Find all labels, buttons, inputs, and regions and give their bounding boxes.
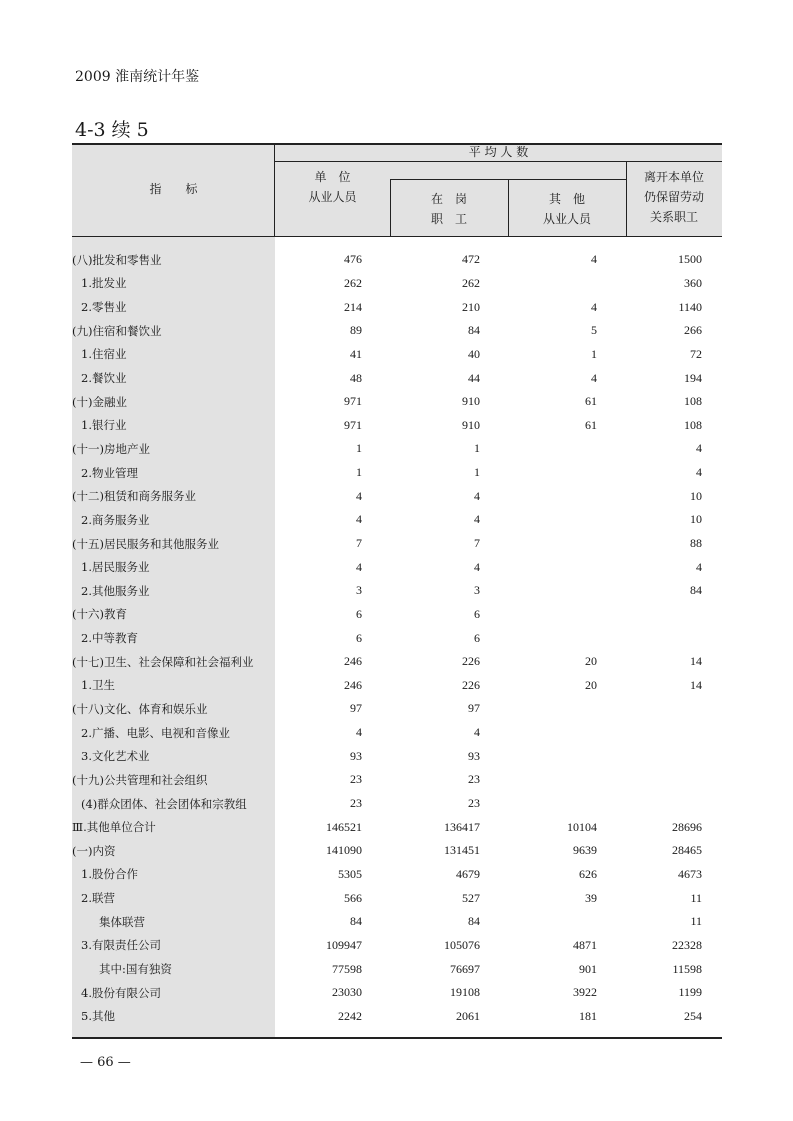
row-label: (十九)公共管理和社会组织 (72, 772, 208, 787)
unit-staff-value: 23 (350, 796, 362, 811)
unit-staff-value: 84 (350, 914, 362, 929)
table-row (72, 768, 722, 792)
header-other-staff-line2: 从业人员 (542, 212, 591, 226)
row-label: 5.其他 (81, 1009, 115, 1024)
on-post-value: 84 (468, 323, 480, 338)
retained-value: 88 (690, 536, 702, 550)
unit-staff-value: 6 (356, 630, 362, 645)
retained-value: 4 (696, 465, 702, 480)
on-post-value: 4 (474, 725, 480, 740)
on-post-value: 4 (474, 488, 480, 503)
row-label: 2.餐饮业 (81, 371, 127, 386)
unit-staff-value: 41 (350, 346, 362, 361)
on-post-value: 1 (474, 441, 480, 456)
other-staff-value: 61 (585, 417, 597, 432)
on-post-value: 23 (468, 796, 480, 811)
table-row (72, 957, 722, 981)
table-row (72, 319, 722, 343)
page-number: — 66 — (80, 1055, 131, 1070)
on-post-value: 4679 (456, 866, 480, 881)
header-retained-line3: 关系职工 (649, 210, 698, 224)
retained-value: 1500 (678, 252, 702, 267)
retained-value: 4 (696, 441, 702, 456)
table-row (72, 863, 722, 887)
retained-value: 72 (690, 346, 702, 361)
other-staff-value: 10104 (567, 819, 597, 834)
row-label: (十六)教育 (72, 607, 127, 622)
other-staff-value: 4 (591, 252, 597, 267)
on-post-value: 910 (462, 417, 480, 432)
retained-value: 194 (684, 370, 702, 385)
unit-staff-value: 5305 (338, 866, 362, 881)
table-row (72, 697, 722, 721)
on-post-value: 6 (474, 630, 480, 645)
on-post-value: 84 (468, 914, 480, 929)
on-post-value: 105076 (444, 937, 480, 952)
other-staff-value: 20 (585, 654, 597, 669)
unit-staff-value: 4 (356, 725, 362, 740)
other-staff-value: 61 (585, 394, 597, 409)
on-post-value: 131451 (444, 843, 480, 858)
on-post-value: 76697 (450, 961, 480, 976)
unit-staff-value: 1 (356, 441, 362, 456)
table-row (72, 390, 722, 414)
table-row (72, 744, 722, 768)
header-unit-staff (275, 167, 390, 207)
header-retained-line2: 仍保留劳动 (643, 190, 704, 204)
bottom-rule (72, 1037, 722, 1039)
on-post-value: 6 (474, 606, 480, 621)
unit-staff-value: 1 (356, 465, 362, 480)
unit-staff-value: 262 (344, 275, 362, 290)
on-post-value: 7 (474, 536, 480, 550)
retained-value: 254 (684, 1008, 702, 1023)
retained-value: 14 (690, 654, 702, 669)
unit-staff-value: 246 (344, 654, 362, 669)
retained-value: 14 (690, 677, 702, 692)
table-number: 4-3 续 5 (75, 119, 149, 141)
on-post-value: 93 (468, 748, 480, 763)
other-staff-value: 901 (579, 961, 597, 976)
other-staff-value: 4871 (573, 937, 597, 952)
unit-staff-value: 23 (350, 772, 362, 787)
table-row (72, 603, 722, 627)
table-row (72, 815, 722, 839)
header-on-post-line2: 职 工 (430, 212, 467, 226)
row-label: 2.物业管理 (81, 465, 138, 480)
on-post-value: 226 (462, 654, 480, 669)
row-label: 3.有限责任公司 (81, 938, 161, 953)
retained-value: 11 (690, 914, 702, 929)
retained-value: 4 (696, 559, 702, 574)
other-staff-value: 9639 (573, 843, 597, 858)
table-row (72, 886, 722, 910)
unit-staff-value: 971 (344, 394, 362, 409)
header-retained (626, 167, 722, 227)
on-post-value: 472 (462, 252, 480, 267)
retained-value: 11598 (672, 961, 702, 976)
header-bottom-rule (72, 236, 722, 237)
retained-value: 84 (690, 583, 702, 598)
table-row (72, 792, 722, 816)
table-row (72, 508, 722, 532)
row-label: (十五)居民服务和其他服务业 (72, 536, 219, 551)
row-label: 1.银行业 (81, 418, 127, 433)
row-label: 1.住宿业 (81, 347, 127, 362)
on-post-value: 136417 (444, 819, 480, 834)
on-post-value: 44 (468, 370, 480, 385)
unit-staff-value: 146521 (326, 819, 362, 834)
row-label: (十七)卫生、社会保障和社会福利业 (72, 654, 254, 669)
row-label: 2.商务服务业 (81, 512, 150, 527)
unit-staff-value: 48 (350, 370, 362, 385)
unit-staff-value: 971 (344, 417, 362, 432)
on-post-value: 262 (462, 275, 480, 290)
other-staff-value: 39 (585, 890, 597, 905)
retained-value: 266 (684, 323, 702, 338)
retained-value: 10 (690, 512, 702, 527)
retained-value: 4673 (678, 866, 702, 881)
row-label: 1.卫生 (81, 678, 115, 693)
retained-value: 108 (684, 417, 702, 432)
table-row (72, 248, 722, 272)
other-staff-value: 626 (579, 866, 597, 881)
table-row (72, 272, 722, 296)
retained-value: 22328 (672, 937, 702, 952)
retained-value: 10 (690, 488, 702, 503)
row-label: 其中:国有独资 (99, 962, 172, 977)
table-row (72, 910, 722, 934)
row-label: 集体联营 (99, 914, 145, 929)
row-label: 2.零售业 (81, 300, 127, 315)
on-post-value: 19108 (450, 985, 480, 1000)
other-staff-value: 5 (591, 323, 597, 338)
row-label: 2.广播、电影、电视和音像业 (81, 725, 230, 740)
table-row (72, 461, 722, 485)
row-label: (4)群众团体、社会团体和宗教组 (81, 796, 247, 811)
table-row (72, 839, 722, 863)
table-row (72, 532, 722, 556)
unit-staff-value: 4 (356, 559, 362, 574)
unit-staff-value: 7 (356, 536, 362, 550)
statistics-table (72, 143, 722, 1039)
table-row (72, 981, 722, 1005)
unit-staff-value: 3 (356, 583, 362, 598)
table-body (72, 248, 722, 1028)
row-label: 3.文化艺术业 (81, 749, 150, 764)
row-label: 4.股份有限公司 (81, 985, 161, 1000)
header-other-staff-line1: 其 他 (548, 192, 585, 206)
row-label: Ⅲ.其他单位合计 (72, 820, 156, 835)
yearbook-title: 2009 淮南统计年鉴 (75, 69, 200, 85)
unit-staff-value: 2242 (338, 1008, 362, 1023)
on-post-value: 40 (468, 346, 480, 361)
retained-value: 28465 (672, 843, 702, 858)
row-label: (八)批发和零售业 (72, 252, 162, 267)
table-row (72, 343, 722, 367)
table-row (72, 650, 722, 674)
group-underline (275, 161, 722, 162)
unit-staff-value: 23030 (332, 985, 362, 1000)
table-row (72, 295, 722, 319)
other-staff-value: 20 (585, 677, 597, 692)
header-other-staff (508, 189, 626, 229)
table-row (72, 555, 722, 579)
unit-staff-value: 4 (356, 512, 362, 527)
row-label: 1.股份合作 (81, 867, 138, 882)
unit-staff-value: 566 (344, 890, 362, 905)
row-label: (九)住宿和餐饮业 (72, 323, 162, 338)
table-row (72, 579, 722, 603)
other-staff-value: 181 (579, 1008, 597, 1023)
row-label: (十八)文化、体育和娱乐业 (72, 701, 208, 716)
other-staff-value: 1 (591, 346, 597, 361)
row-label: (十一)房地产业 (72, 441, 150, 456)
table-row (72, 366, 722, 390)
unit-staff-value: 77598 (332, 961, 362, 976)
retained-value: 28696 (672, 819, 702, 834)
unit-staff-value: 246 (344, 677, 362, 692)
table-row (72, 934, 722, 958)
table-row (72, 721, 722, 745)
unit-staff-value: 97 (350, 701, 362, 716)
row-label: 2.其他服务业 (81, 583, 150, 598)
other-staff-value: 4 (591, 299, 597, 314)
retained-value: 1199 (678, 985, 702, 1000)
unit-staff-value: 476 (344, 252, 362, 267)
header-on-post-line1: 在 岗 (430, 192, 467, 206)
header-unit-staff-line1: 单 位 (314, 170, 351, 184)
unit-staff-value: 4 (356, 488, 362, 503)
retained-value: 360 (684, 275, 702, 290)
table-row (72, 437, 722, 461)
header-unit-staff-line2: 从业人员 (308, 190, 357, 204)
row-label: 1.居民服务业 (81, 560, 150, 575)
header-on-post (390, 189, 508, 229)
table-row (72, 413, 722, 437)
row-label: (十)金融业 (72, 394, 127, 409)
other-staff-value: 4 (591, 370, 597, 385)
row-label: (一)内资 (72, 843, 116, 858)
unit-staff-value: 214 (344, 299, 362, 314)
table-row (72, 1005, 722, 1029)
other-staff-value: 3922 (573, 985, 597, 1000)
table-row (72, 626, 722, 650)
header-indicator: 指 标 (149, 182, 198, 196)
on-post-value: 910 (462, 394, 480, 409)
on-post-value: 4 (474, 512, 480, 527)
header-avg-group: 平 均 人 数 (468, 145, 529, 159)
on-post-value: 4 (474, 559, 480, 574)
on-post-value: 97 (468, 701, 480, 716)
on-post-value: 1 (474, 465, 480, 480)
row-label: 2.联营 (81, 891, 115, 906)
row-label: (十二)租赁和商务服务业 (72, 489, 196, 504)
on-post-value: 2061 (456, 1008, 480, 1023)
unit-staff-value: 89 (350, 323, 362, 338)
row-label: 2.中等教育 (81, 631, 138, 646)
retained-value: 1140 (678, 299, 702, 314)
on-post-value: 210 (462, 299, 480, 314)
header-retained-line1: 离开本单位 (643, 170, 704, 184)
table-row (72, 484, 722, 508)
unit-staff-value: 93 (350, 748, 362, 763)
retained-value: 108 (684, 394, 702, 409)
row-label: 1.批发业 (81, 276, 127, 291)
unit-staff-value: 6 (356, 606, 362, 621)
table-row (72, 674, 722, 698)
on-post-value: 226 (462, 677, 480, 692)
on-post-value: 3 (474, 583, 480, 598)
unit-staff-value: 141090 (326, 843, 362, 858)
on-post-value: 527 (462, 890, 480, 905)
retained-value: 11 (690, 890, 702, 905)
unit-staff-value: 109947 (326, 937, 362, 952)
on-post-value: 23 (468, 772, 480, 787)
